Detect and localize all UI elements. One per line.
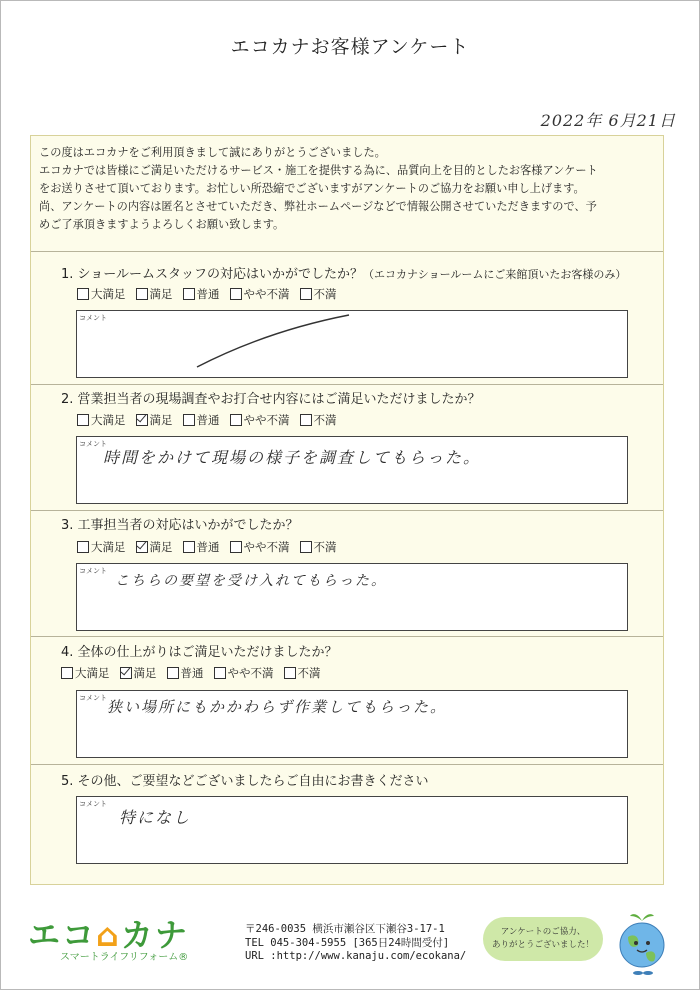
comment-label: コメント [79, 800, 107, 808]
checkbox[interactable] [77, 414, 89, 426]
comment-label: コメント [79, 694, 107, 702]
divider [31, 251, 663, 252]
question-1-options [77, 286, 337, 302]
checkbox[interactable] [214, 667, 226, 679]
page-title: エコカナお客様アンケート [230, 36, 470, 58]
survey-date: 2022年 6月21日 [540, 111, 676, 130]
question-4-options [61, 665, 321, 681]
question-1 [61, 263, 626, 282]
question-3-answer: こちらの要望を受け入れてもらった。 [115, 573, 387, 589]
question-2-comment-box[interactable] [76, 436, 628, 504]
option-dissatisfied[interactable]: 不満 [300, 412, 337, 428]
checkbox[interactable] [183, 541, 195, 553]
checkbox-checked[interactable] [120, 667, 132, 679]
house-icon: ⌂ [96, 916, 121, 954]
option-somewhat-dissatisfied[interactable]: やや不満 [230, 412, 290, 428]
comment-label: コメント [79, 440, 107, 448]
question-1-text: 1. ショールームスタッフの対応はいかがでしたか？ [61, 267, 364, 282]
intro-line: エコカナでは皆様にご満足いただけるサービス・施工を提供する為に、品質向上を目的としたお客様アンケート [39, 164, 598, 177]
option-somewhat-dissatisfied[interactable]: やや不満 [214, 665, 274, 681]
comment-label: コメント [79, 567, 107, 575]
company-phone: TEL 045-304-5955 [365日24時間受付] [245, 936, 450, 949]
thanks-line: アンケートのご協力、 [500, 927, 586, 937]
option-satisfied[interactable]: 満足 [120, 665, 157, 681]
checkbox[interactable] [230, 288, 242, 300]
question-3-options [77, 539, 337, 555]
question-3 [61, 514, 299, 533]
question-4-text: 4. 全体の仕上がりはご満足いただけましたか？ [61, 645, 338, 660]
divider [31, 764, 663, 765]
option-neutral[interactable]: 普通 [183, 286, 220, 302]
checkbox[interactable] [284, 667, 296, 679]
option-satisfied[interactable]: 満足 [136, 286, 173, 302]
checkbox[interactable] [300, 414, 312, 426]
option-very-satisfied[interactable]: 大満足 [77, 412, 126, 428]
divider [31, 510, 663, 511]
logo-tagline: スマートライフリフォーム® [60, 952, 189, 963]
question-5-text: 5. その他、ご要望などございましたらご自由にお書きください [61, 774, 429, 789]
footer [0, 895, 700, 990]
survey-card [30, 135, 664, 885]
strike-line [77, 311, 627, 377]
question-4-answer: 狭い場所にもかかわらず作業してもらった。 [107, 698, 448, 716]
checkbox[interactable] [183, 288, 195, 300]
option-somewhat-dissatisfied[interactable]: やや不満 [230, 286, 290, 302]
question-2 [61, 388, 481, 407]
thanks-line: ありがとうございました！ [491, 940, 594, 950]
question-2-text: 2. 営業担当者の現場調査やお打合せ内容にはご満足いただけましたか？ [61, 392, 481, 407]
option-dissatisfied[interactable]: 不満 [300, 286, 337, 302]
intro-line: をお送りさせて頂いております。お忙しい所恐縮でございますがアンケートのご協力をお願い申し上げます。 [39, 182, 585, 195]
divider [31, 384, 663, 385]
checkbox[interactable] [61, 667, 73, 679]
question-5 [61, 770, 429, 789]
option-very-satisfied[interactable]: 大満足 [77, 286, 126, 302]
comment-label: コメント [79, 314, 107, 322]
question-2-options [77, 412, 337, 428]
checkbox[interactable] [136, 288, 148, 300]
logo-text: カナ [120, 916, 189, 954]
question-4-comment-box[interactable] [76, 690, 628, 758]
question-1-comment-box[interactable] [76, 310, 628, 378]
checkbox[interactable] [183, 414, 195, 426]
checkbox-checked[interactable] [136, 414, 148, 426]
option-satisfied[interactable]: 満足 [136, 412, 173, 428]
company-contact [245, 923, 466, 964]
checkbox[interactable] [300, 288, 312, 300]
company-url[interactable]: URL :http://www.kanaju.com/ecokana/ [245, 950, 467, 962]
divider [31, 636, 663, 637]
option-very-satisfied[interactable]: 大満足 [61, 665, 110, 681]
intro-text [39, 144, 659, 234]
question-2-answer: 時間をかけて現場の様子を調査してもらった。 [103, 448, 482, 467]
earth-mascot-icon [612, 907, 672, 977]
option-neutral[interactable]: 普通 [167, 665, 204, 681]
company-address: 〒246-0035 横浜市瀬谷区下瀬谷3-17-1 [245, 923, 445, 935]
checkbox-checked[interactable] [136, 541, 148, 553]
intro-line: めご了承頂きますようよろしくお願い致します。 [39, 218, 285, 231]
question-4 [61, 641, 338, 660]
checkbox[interactable] [300, 541, 312, 553]
question-5-answer: 特になし [119, 808, 192, 827]
option-neutral[interactable]: 普通 [183, 412, 220, 428]
option-dissatisfied[interactable]: 不満 [300, 539, 337, 555]
option-satisfied[interactable]: 満足 [136, 539, 173, 555]
option-somewhat-dissatisfied[interactable]: やや不満 [230, 539, 290, 555]
checkbox[interactable] [230, 414, 242, 426]
checkbox[interactable] [167, 667, 179, 679]
thanks-bubble [483, 917, 603, 961]
checkbox[interactable] [230, 541, 242, 553]
checkbox[interactable] [77, 541, 89, 553]
intro-line: 尚、アンケートの内容は匿名とさせていただき、弊社ホームページなどで情報公開させていただきますので、予 [39, 200, 597, 213]
question-1-note: （エコカナショールームにご来館頂いたお客様のみ） [363, 268, 627, 281]
question-5-comment-box[interactable] [76, 796, 628, 864]
logo-text: エコ [28, 916, 97, 954]
option-dissatisfied[interactable]: 不満 [284, 665, 321, 681]
checkbox[interactable] [77, 288, 89, 300]
intro-line: この度はエコカナをご利用頂きまして誠にありがとうございました。 [39, 146, 386, 159]
question-3-text: 3. 工事担当者の対応はいかがでしたか？ [61, 518, 299, 533]
question-3-comment-box[interactable] [76, 563, 628, 631]
option-very-satisfied[interactable]: 大満足 [77, 539, 126, 555]
option-neutral[interactable]: 普通 [183, 539, 220, 555]
